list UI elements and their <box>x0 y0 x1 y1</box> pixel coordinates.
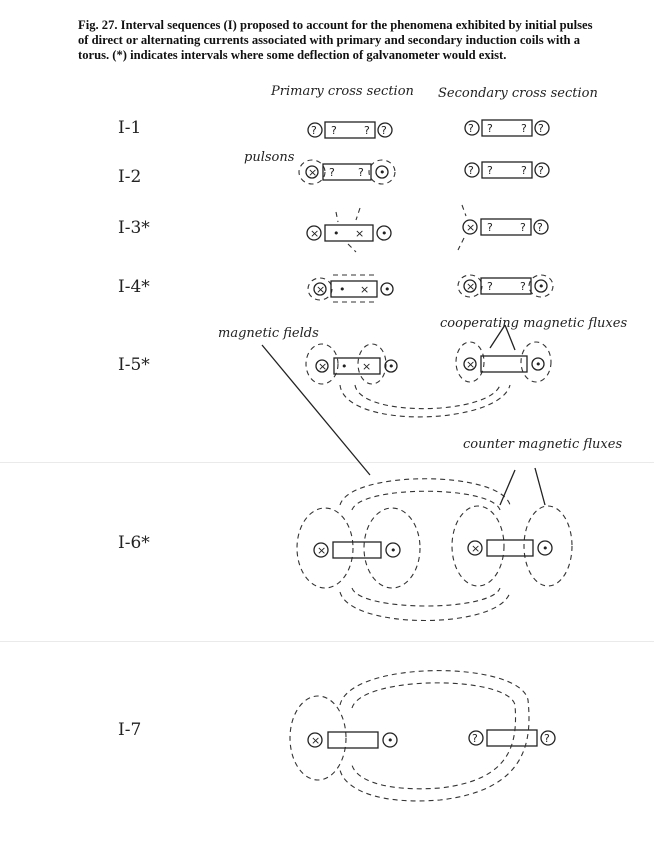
row-label-i5: I-5* <box>118 355 150 375</box>
i5-secondary-section <box>456 342 551 382</box>
into-page-symbol: × <box>316 283 326 296</box>
unknown-symbol: ? <box>537 221 543 234</box>
unknown-symbol: ? <box>487 221 493 234</box>
into-page-symbol: × <box>466 280 476 293</box>
out-of-page-symbol: • <box>390 544 397 557</box>
into-page-symbol: × <box>362 360 372 373</box>
i6-left-section <box>297 508 420 588</box>
i2-secondary-section <box>465 162 549 178</box>
row-label-i1: I-1 <box>118 118 142 138</box>
i7-flux-loops <box>340 671 529 801</box>
unknown-symbol: ? <box>331 124 337 137</box>
out-of-page-symbol: • <box>542 542 549 555</box>
i7-secondary-section <box>469 730 555 746</box>
unknown-symbol: ? <box>538 164 544 177</box>
magnetic-fields-annotation: magnetic fields <box>218 326 319 341</box>
i2-primary-section <box>299 160 395 184</box>
out-of-page-symbol: • <box>384 283 391 296</box>
i6-flux-loops <box>340 468 545 621</box>
unknown-symbol: ? <box>521 122 527 135</box>
pulsons-annotation: pulsons <box>244 150 295 165</box>
row-label-i4: I-4* <box>118 277 150 297</box>
row-label-i7: I-7 <box>118 720 142 740</box>
out-of-page-symbol: • <box>387 734 394 747</box>
counter-fluxes-annotation: counter magnetic fluxes <box>463 437 623 452</box>
secondary-header: Secondary cross section <box>438 86 598 101</box>
out-of-page-symbol: • <box>538 280 545 293</box>
into-page-symbol: × <box>318 360 328 373</box>
into-page-symbol: × <box>471 542 481 555</box>
row-label-i6: I-6* <box>118 533 150 553</box>
i1-secondary-section <box>465 120 549 136</box>
row-label-i2: I-2 <box>118 167 142 187</box>
unknown-symbol: ? <box>520 280 526 293</box>
out-of-page-symbol: • <box>535 358 542 371</box>
into-page-symbol: × <box>466 358 476 371</box>
primary-header: Primary cross section <box>271 84 414 99</box>
out-of-page-symbol: • <box>341 360 348 373</box>
i3-primary-section <box>307 208 391 252</box>
unknown-symbol: ? <box>487 122 493 135</box>
unknown-symbol: ? <box>329 166 335 179</box>
unknown-symbol: ? <box>381 124 387 137</box>
unknown-symbol: ? <box>472 732 478 745</box>
unknown-symbol: ? <box>487 280 493 293</box>
into-page-symbol: × <box>317 544 327 557</box>
figure-caption: Fig. 27. Interval sequences (I) proposed to account for the phenomena exhibited by initial pulses of direct or alternating currents associated with primary and secondary induction coils with a torus. (*) indicates intervals where some deflection of galvanometer would exist. <box>78 18 593 62</box>
i7-primary-section <box>290 696 397 780</box>
into-page-symbol: × <box>355 227 365 240</box>
into-page-symbol: × <box>310 227 320 240</box>
unknown-symbol: ? <box>311 124 317 137</box>
unknown-symbol: ? <box>358 166 364 179</box>
i5-primary-section <box>306 344 397 384</box>
row-label-i3: I-3* <box>118 218 150 238</box>
i4-primary-section <box>308 275 393 302</box>
unknown-symbol: ? <box>468 164 474 177</box>
unknown-symbol: ? <box>487 164 493 177</box>
into-page-symbol: × <box>360 283 370 296</box>
into-page-symbol: × <box>466 221 476 234</box>
i1-primary-section <box>308 122 392 138</box>
out-of-page-symbol: • <box>339 283 346 296</box>
out-of-page-symbol: • <box>381 227 388 240</box>
unknown-symbol: ? <box>468 122 474 135</box>
unknown-symbol: ? <box>520 221 526 234</box>
unknown-symbol: ? <box>544 732 550 745</box>
i3-secondary-section <box>458 205 548 250</box>
i6-right-section <box>452 506 572 586</box>
into-page-symbol: × <box>308 166 318 179</box>
into-page-symbol: × <box>311 734 321 747</box>
unknown-symbol: ? <box>364 124 370 137</box>
unknown-symbol: ? <box>521 164 527 177</box>
out-of-page-symbol: • <box>379 166 386 179</box>
out-of-page-symbol: • <box>333 227 340 240</box>
unknown-symbol: ? <box>538 122 544 135</box>
i5-flux-loops <box>262 325 515 475</box>
i4-secondary-section <box>458 275 553 297</box>
out-of-page-symbol: • <box>388 360 395 373</box>
cooperating-fluxes-annotation: cooperating magnetic fluxes <box>440 316 628 331</box>
